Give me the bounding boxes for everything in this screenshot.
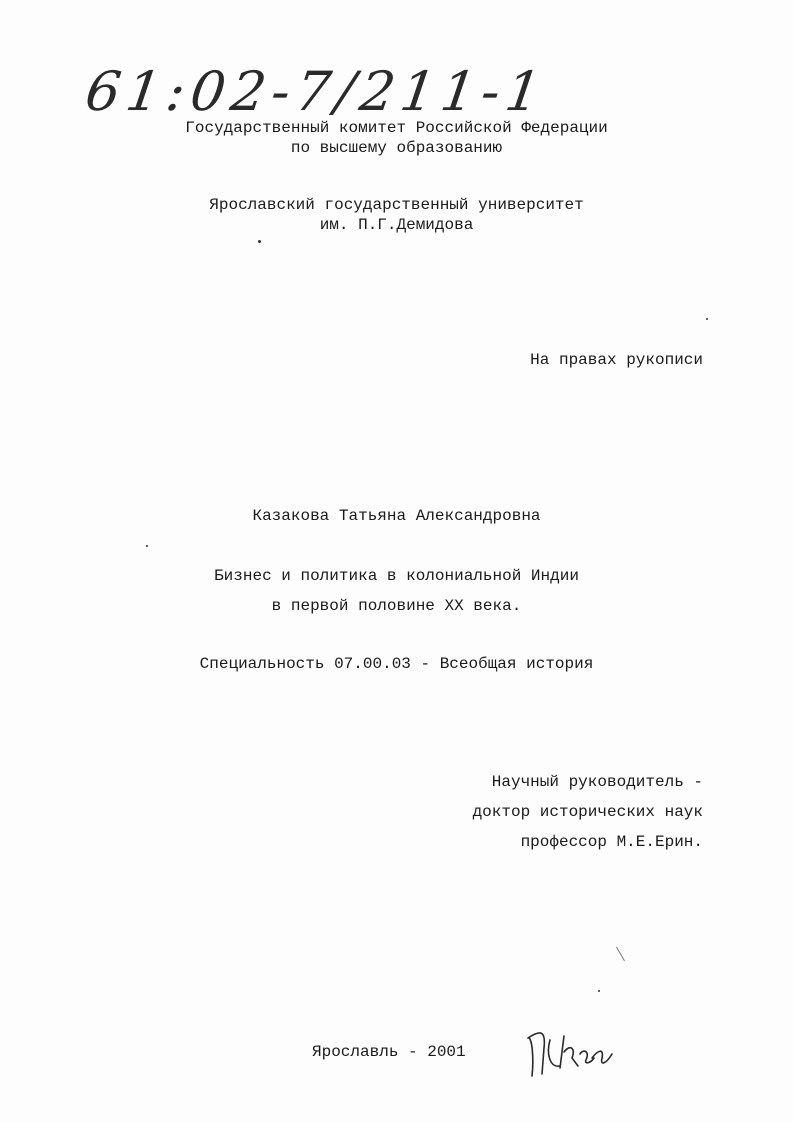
scan-speck xyxy=(598,990,600,992)
supervisor-line-3: профессор М.Е.Ерин. xyxy=(520,833,703,851)
specialty: Специальность 07.00.03 - Всеобщая история xyxy=(199,655,594,673)
title-line-1: Бизнес и политика в колониальной Индии xyxy=(214,567,579,585)
university-line-1: Ярославский государственный университет xyxy=(209,196,584,214)
manuscript-rights: На правах рукописи xyxy=(530,351,703,369)
author-name: Казакова Татьяна Александровна xyxy=(252,507,541,525)
university-line-2: им. П.Г.Демидова xyxy=(319,216,474,234)
scan-speck xyxy=(616,947,625,961)
committee-line-1: Государственный комитет Российской Федерации xyxy=(185,119,608,137)
supervisor-line-2: доктор исторических наук xyxy=(472,803,703,821)
handwritten-signature-icon xyxy=(520,1018,620,1088)
catalog-number-handwritten: 61:02-7/211-1 xyxy=(81,60,551,123)
title-line-2: в первой половине XX века. xyxy=(271,597,522,615)
supervisor-line-1: Научный руководитель - xyxy=(491,773,703,791)
city-year: Ярославль - 2001 xyxy=(312,1043,466,1061)
scan-speck xyxy=(258,240,261,243)
committee-line-2: по высшему образованию xyxy=(290,139,503,157)
scan-speck xyxy=(146,545,148,547)
scan-speck xyxy=(706,318,708,320)
